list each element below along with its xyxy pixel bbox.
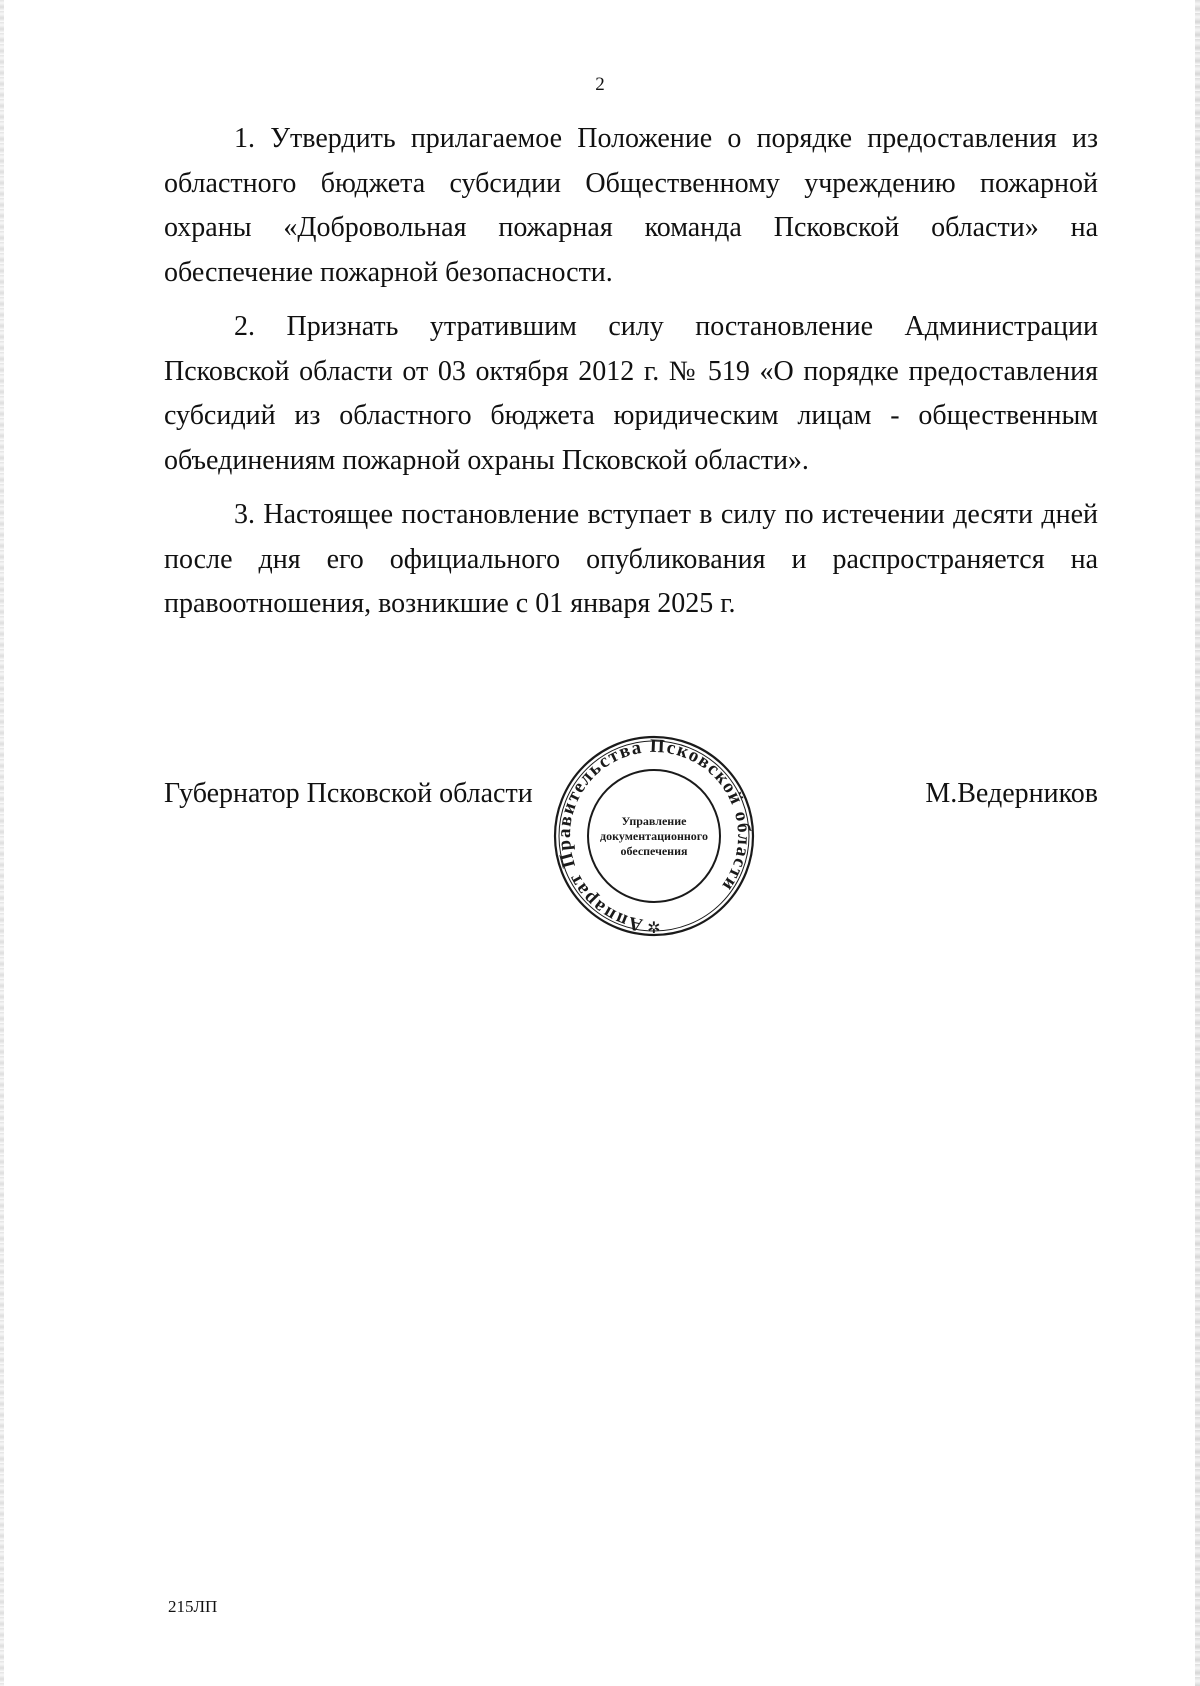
stamp-star-icon: ✲ — [647, 918, 661, 937]
document-body — [164, 117, 1098, 637]
scan-edge-right — [1195, 0, 1200, 1686]
stamp-center-line-3: обеспечения — [620, 844, 688, 858]
stamp-center-line-2: документационного — [600, 829, 708, 843]
stamp-center-line-1: Управление — [621, 814, 687, 828]
page-number: 2 — [595, 74, 605, 95]
signatory-name: М.Ведерников — [925, 778, 1098, 809]
stamp-seal-graphic — [552, 732, 756, 940]
signatory-position: Губернатор Псковской области — [164, 778, 533, 809]
paragraph-1: 1. Утвердить прилагаемое Положение о порядке предоставления из областного бюджета субсидии Общественному учреждению пожарной охраны «Добровольная пожарная команда Псковской области» на обеспечение пожарной безопасности. — [164, 123, 1098, 288]
document-code: 215ЛП — [168, 1597, 218, 1616]
scan-edge-left — [0, 0, 4, 1686]
paragraph-3: 3. Настоящее постановление вступает в силу по истечении десяти дней после дня его официального опубликования и распространяется на правоотношения, возникшие с 01 января 2025 г. — [164, 499, 1098, 619]
paragraph-2: 2. Признать утратившим силу постановление Администрации Псковской области от 03 октября 2012 г. № 519 «О порядке предоставления субсидий из областного бюджета юридическим лицам - общественным объединениям пожарной охраны Псковской области». — [164, 311, 1098, 476]
stamp-ring-text: Аппарат Правительства Псковской области — [553, 735, 755, 936]
official-stamp — [552, 732, 756, 940]
